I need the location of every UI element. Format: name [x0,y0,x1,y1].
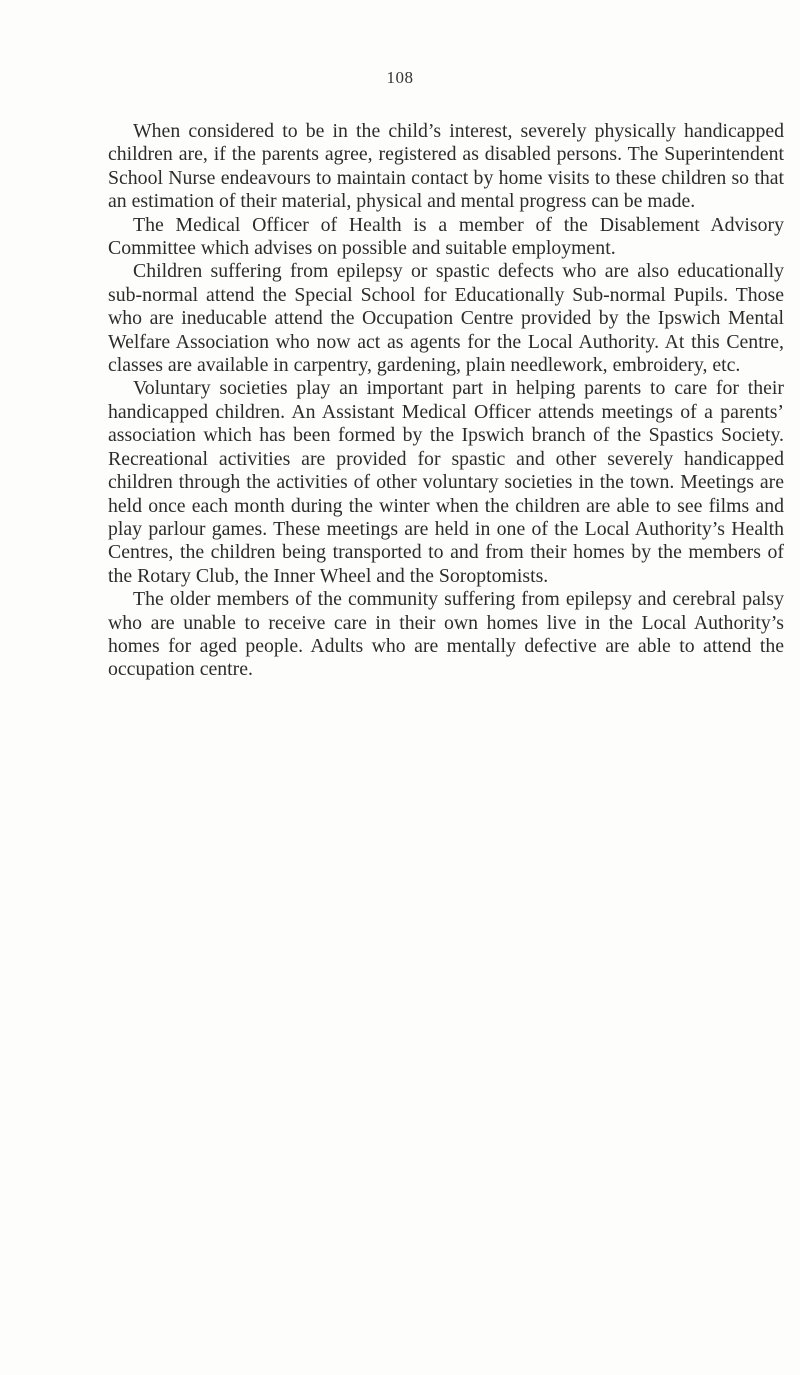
paragraph-special-school: Children suffering from epilepsy or spastic defects who are also educationally sub-normal attend the Special School for Educationally Sub-normal Pupils. Those who are ineducable attend the Occupation Centre provided by the Ipswich Mental Welfare Association who now act as agents for the Local Authority. At this Centre, classes are available in carpentry, gardening, plain needlework, embroidery, etc. [108,260,784,377]
body-text [108,120,784,682]
page-number: 108 [386,68,414,87]
paragraph-disablement-committee: The Medical Officer of Health is a member of the Disablement Advisory Committee which advises on possible and suitable employment. [108,213,784,260]
paragraph-older-members: The older members of the community suffering from epilepsy and cerebral palsy who are unable to receive care in their own homes live in the Local Authority’s homes for aged people. Adults who are mentally defective are able to attend the occupation centre. [108,588,784,681]
paragraph-voluntary-societies: Voluntary societies play an important part in helping parents to care for their handicapped children. An Assistant Medical Officer attends meetings of a parents’ association which has been formed by the Ipswich branch of the Spastics Society. Recreational activities are provided for spastic and other severely handicapped children through the activities of other voluntary societies in the town. Meetings are held once each month during the winter when the children are able to see films and play parlour games. These meetings are held in one of the Local Authority’s Health Centres, the children being transported to and from their homes by the members of the Rotary Club, the Inner Wheel and the Soroptomists. [108,377,784,587]
paragraph-disabled-registration: When considered to be in the child’s interest, severely physically handicapped children are, if the parents agree, registered as disabled persons. The Superintendent School Nurse endeavours to maintain contact by home visits to these children so that an estimation of their material, physical and mental progress can be made. [108,120,784,213]
